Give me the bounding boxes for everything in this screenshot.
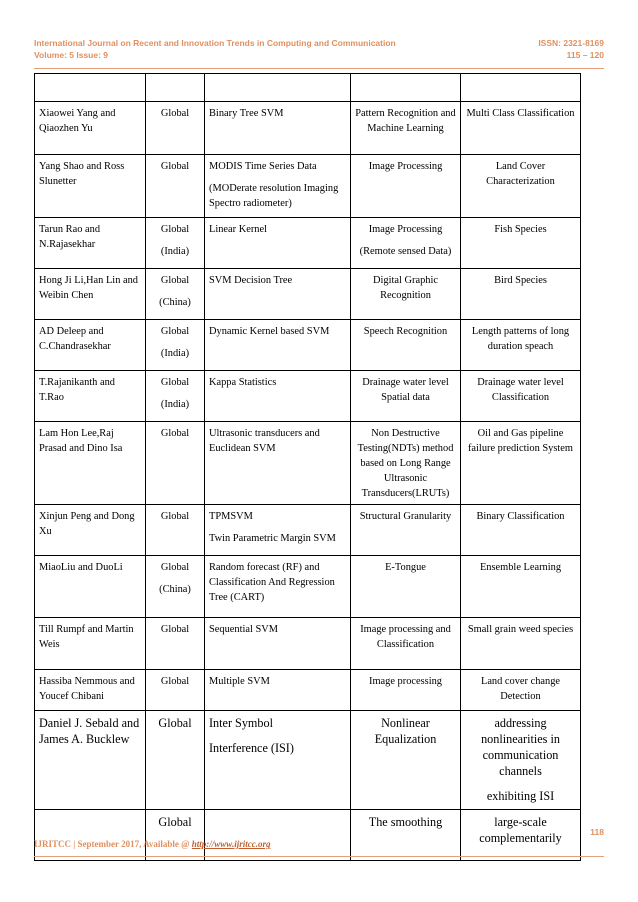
cell-text: exhibiting ISI xyxy=(486,789,555,803)
cell-text: (India) xyxy=(160,399,190,410)
scope-cell xyxy=(146,670,205,711)
application-cell xyxy=(461,810,581,861)
table-row xyxy=(35,618,581,670)
cell-text: Hassiba Nemmous and Youcef Chibani xyxy=(39,676,135,702)
footer-citation xyxy=(34,839,270,849)
cell-text: SVM Decision Tree xyxy=(209,275,293,286)
table-row xyxy=(35,810,581,861)
cell-text: Global xyxy=(160,326,190,337)
cell-text: Land cover change Detection xyxy=(480,676,561,702)
table-row xyxy=(35,218,581,269)
cell-text: Global xyxy=(160,275,190,286)
cell-text: Interference (ISI) xyxy=(209,741,294,755)
cell-text: Global xyxy=(160,377,190,388)
table-row xyxy=(35,711,581,810)
scope-cell xyxy=(146,556,205,618)
author-cell xyxy=(35,556,146,618)
domain-cell xyxy=(351,320,461,371)
table-row xyxy=(35,74,581,102)
cell-text: (China) xyxy=(159,297,191,308)
cell-text: Oil and Gas pipeline failure prediction System xyxy=(467,428,574,454)
method-cell xyxy=(205,102,351,155)
cell-text: E-Tongue xyxy=(385,562,426,573)
domain-cell xyxy=(351,670,461,711)
table-row xyxy=(35,371,581,422)
cell-text: Global xyxy=(160,624,190,635)
cell-text: Land Cover Characterization xyxy=(486,161,555,187)
table-row xyxy=(35,505,581,556)
cell-text: Nonlinear Equalization xyxy=(374,716,437,746)
cell-text: Image Processing xyxy=(368,161,443,172)
cell-text: Tarun Rao and N.Rajasekhar xyxy=(39,224,101,250)
application-cell xyxy=(461,269,581,320)
application-cell xyxy=(461,74,581,102)
table-row xyxy=(35,320,581,371)
issn: ISSN: 2321-8169 xyxy=(538,38,604,48)
footer-divider xyxy=(34,856,604,857)
cell-text: Xiaowei Yang and Qiaozhen Yu xyxy=(39,108,116,134)
author-cell xyxy=(35,711,146,810)
cell-text: Speech Recognition xyxy=(363,326,448,337)
header-divider xyxy=(34,68,604,69)
cell-text: large-scale complementarily xyxy=(479,815,562,845)
domain-cell xyxy=(351,74,461,102)
domain-cell xyxy=(351,711,461,810)
cell-text: Dynamic Kernel based SVM xyxy=(209,326,330,337)
cell-text: Lam Hon Lee,Raj Prasad and Dino Isa xyxy=(39,428,123,454)
application-cell xyxy=(461,711,581,810)
cell-text: The smoothing xyxy=(368,815,443,829)
method-cell xyxy=(205,556,351,618)
author-cell xyxy=(35,102,146,155)
scope-cell xyxy=(146,505,205,556)
method-cell xyxy=(205,711,351,810)
page-header xyxy=(34,37,604,67)
cell-text: MODIS Time Series Data xyxy=(209,161,317,172)
cell-text: Fish Species xyxy=(494,224,547,235)
domain-cell xyxy=(351,556,461,618)
scope-cell xyxy=(146,810,205,861)
method-cell xyxy=(205,320,351,371)
scope-cell xyxy=(146,371,205,422)
cell-text: Global xyxy=(158,716,192,730)
cell-text: Image processing and Classification xyxy=(360,624,451,650)
page-range: 115 – 120 xyxy=(566,50,604,60)
scope-cell xyxy=(146,102,205,155)
cell-text: MiaoLiu and DuoLi xyxy=(39,562,123,573)
cell-text: Pattern Recognition and Machine Learning xyxy=(355,108,456,134)
author-cell xyxy=(35,505,146,556)
cell-text: Global xyxy=(160,224,190,235)
method-cell xyxy=(205,218,351,269)
author-cell xyxy=(35,618,146,670)
cell-text: Structural Granularity xyxy=(359,511,452,522)
cell-text: Sequential SVM xyxy=(209,624,278,635)
cell-text: Hong Ji Li,Han Lin and Weibin Chen xyxy=(39,275,138,301)
cell-text: Yang Shao and Ross Slunetter xyxy=(39,161,125,187)
cell-text: Till Rumpf and Martin Weis xyxy=(39,624,134,650)
header-left xyxy=(34,37,396,61)
scope-cell xyxy=(146,269,205,320)
domain-cell xyxy=(351,269,461,320)
author-cell xyxy=(35,422,146,505)
cell-text: Image Processing xyxy=(368,224,443,235)
method-cell xyxy=(205,810,351,861)
author-cell xyxy=(35,218,146,269)
application-cell xyxy=(461,102,581,155)
domain-cell xyxy=(351,810,461,861)
method-cell xyxy=(205,422,351,505)
cell-text: (Remote sensed Data) xyxy=(359,246,452,257)
cell-text: Daniel J. Sebald and James A. Bucklew xyxy=(39,716,140,746)
domain-cell xyxy=(351,155,461,218)
application-cell xyxy=(461,320,581,371)
application-cell xyxy=(461,218,581,269)
cell-text: AD Deleep and C.Chandrasekhar xyxy=(39,326,111,352)
cell-text: Drainage water level Classification xyxy=(477,377,564,403)
scope-cell xyxy=(146,74,205,102)
method-cell xyxy=(205,155,351,218)
method-cell xyxy=(205,505,351,556)
cell-text: Xinjun Peng and Dong Xu xyxy=(39,511,135,537)
author-cell xyxy=(35,155,146,218)
application-cell xyxy=(461,618,581,670)
cell-text: (China) xyxy=(159,584,191,595)
cell-text: Length patterns of long duration speach xyxy=(471,326,570,352)
author-cell xyxy=(35,371,146,422)
domain-cell xyxy=(351,371,461,422)
cell-text: (MODerate resolution Imaging Spectro radiometer) xyxy=(209,183,339,209)
cell-text: Global xyxy=(160,562,190,573)
cell-text: Global xyxy=(158,815,192,829)
literature-table xyxy=(34,73,581,861)
cell-text: T.Rajanikanth and T.Rao xyxy=(39,377,115,403)
cell-text: Global xyxy=(160,161,190,172)
footer-link[interactable]: http://www.ijritcc.org xyxy=(191,839,271,849)
scope-cell xyxy=(146,155,205,218)
domain-cell xyxy=(351,102,461,155)
cell-text: Ensemble Learning xyxy=(479,562,562,573)
application-cell xyxy=(461,371,581,422)
cell-text: Inter Symbol xyxy=(209,716,273,730)
domain-cell xyxy=(351,505,461,556)
cell-text: Global xyxy=(160,676,190,687)
application-cell xyxy=(461,670,581,711)
cell-text: Bird Species xyxy=(494,275,547,286)
cell-text: Digital Graphic Recognition xyxy=(373,275,438,301)
cell-text: Binary Classification xyxy=(476,511,565,522)
table-body xyxy=(35,74,581,861)
cell-text: Global xyxy=(160,511,190,522)
cell-text: Multiple SVM xyxy=(209,676,270,687)
author-cell xyxy=(35,269,146,320)
cell-text: Small grain weed species xyxy=(467,624,574,635)
cell-text: Random forecast (RF) and Classification And Regression Tree (CART) xyxy=(209,562,335,603)
domain-cell xyxy=(351,218,461,269)
table-row xyxy=(35,269,581,320)
scope-cell xyxy=(146,320,205,371)
cell-text: Binary Tree SVM xyxy=(209,108,284,119)
method-cell xyxy=(205,74,351,102)
author-cell xyxy=(35,670,146,711)
cell-text: (India) xyxy=(160,246,190,257)
volume-issue: Volume: 5 Issue: 9 xyxy=(34,50,109,60)
application-cell xyxy=(461,556,581,618)
author-cell xyxy=(35,320,146,371)
method-cell xyxy=(205,371,351,422)
method-cell xyxy=(205,618,351,670)
cell-text: Twin Parametric Margin SVM xyxy=(209,533,336,544)
cell-text: Multi Class Classification xyxy=(466,108,575,119)
author-cell xyxy=(35,810,146,861)
method-cell xyxy=(205,670,351,711)
cell-text: Global xyxy=(160,428,190,439)
table-row xyxy=(35,422,581,505)
method-cell xyxy=(205,269,351,320)
cell-text: Drainage water level Spatial data xyxy=(362,377,449,403)
cell-text: Ultrasonic transducers and Euclidean SVM xyxy=(209,428,320,454)
application-cell xyxy=(461,505,581,556)
cell-text: TPMSVM xyxy=(209,511,253,522)
table-row xyxy=(35,670,581,711)
application-cell xyxy=(461,155,581,218)
domain-cell xyxy=(351,422,461,505)
scope-cell xyxy=(146,218,205,269)
cell-text: (India) xyxy=(160,348,190,359)
table-row xyxy=(35,155,581,218)
cell-text: Image processing xyxy=(369,676,442,687)
cell-text: addressing nonlinearities in communication channels xyxy=(481,716,560,778)
cell-text: Kappa Statistics xyxy=(209,377,277,388)
journal-title: International Journal on Recent and Innovation Trends in Computing and Communication xyxy=(34,38,396,48)
application-cell xyxy=(461,422,581,505)
cell-text: Linear Kernel xyxy=(209,224,267,235)
scope-cell xyxy=(146,422,205,505)
author-cell xyxy=(35,74,146,102)
scope-cell xyxy=(146,618,205,670)
footer-text: IJRITCC | September 2017, Available @ xyxy=(34,839,192,849)
cell-text: Non Destructive Testing(NDTs) method based on Long Range Ultrasonic Transducers(LRUTs) xyxy=(357,428,454,499)
table-row xyxy=(35,556,581,618)
scope-cell xyxy=(146,711,205,810)
page-number: 118 xyxy=(590,827,604,837)
header-right xyxy=(538,37,604,61)
cell-text: Global xyxy=(160,108,190,119)
domain-cell xyxy=(351,618,461,670)
table-row xyxy=(35,102,581,155)
